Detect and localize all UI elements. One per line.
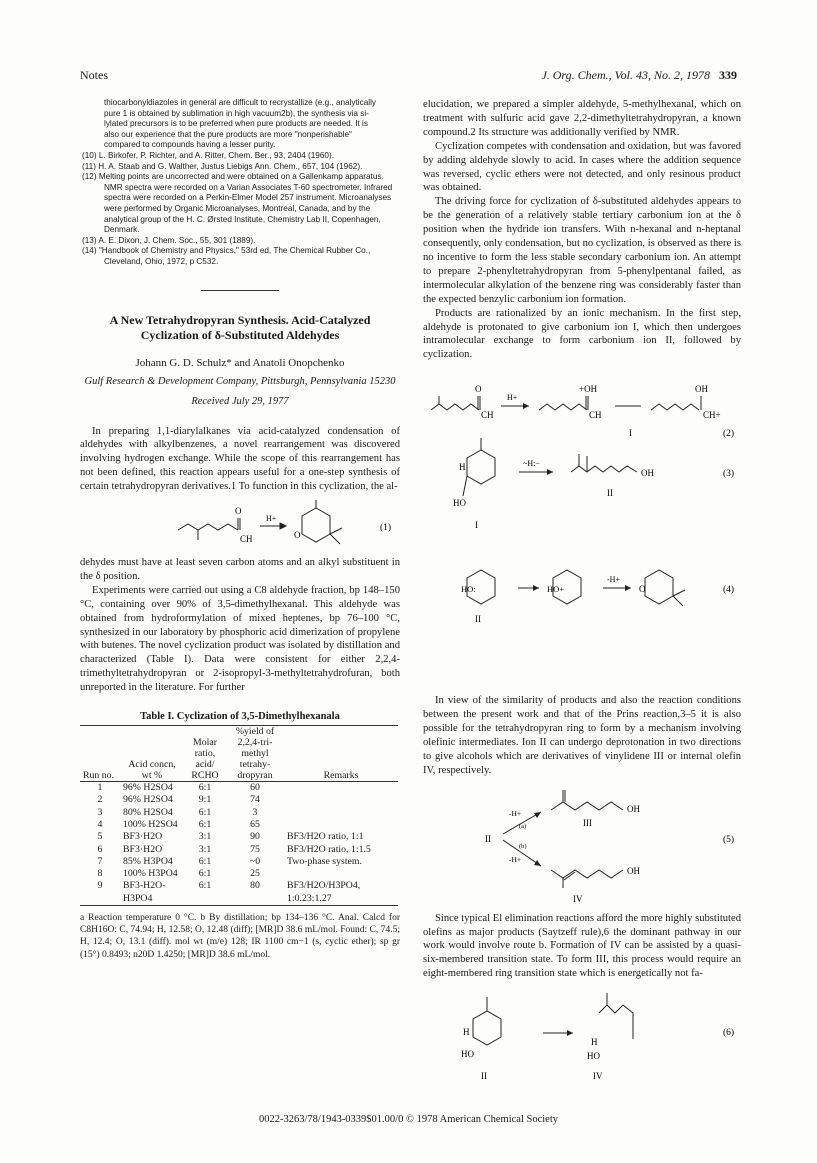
ring-I [467,450,495,484]
cell-run: 5 [97,831,103,843]
ho-plus-label: HO+ [547,584,565,595]
equation-number-1: (1) [380,523,392,534]
ion-II-label: II [607,488,613,499]
path-a-reagent: -H+ [509,808,522,818]
col-molar-ratio: Molar ratio, acid/ RCHO [191,737,219,782]
cell-run: 4 [97,818,103,830]
gem-methyl-2 [673,596,683,606]
equations-2-3-4 [423,372,741,684]
oh-label: OH [627,803,640,814]
oxygen-label: O [235,506,242,517]
olefin-IV-label: IV [593,1071,603,1082]
paragraph: The driving force for cyclization of δ-substituted aldehydes appears to be the generation of a relatively stable tertiary carbonium ion at the δ position when the hydride ion transfers. With n-hexanal and n-heptanal consequently, only condensation, but no cyclization, is observed as there is no incentive to form the less stable secondary carbonium ion. An attempt to prepare 2-phenyltetrahydropyran from 5-phenylpentanal failed, as intermolecular alkylation of the benzene ring was considerably faster than the expected benzylic carbonium ion formation. [423,196,741,305]
ring-oxygen-label: O [639,584,646,595]
ho-label: HO [453,498,466,509]
reference-13: (13) A. E. Dixon, J. Chem. Soc., 55, 301 (1889). [82,235,256,245]
table-row [80,807,398,819]
carbocation-label: CH+ [703,410,721,421]
equation-number-4: (4) [723,585,735,596]
arrowhead [533,585,539,591]
note-cont-line: lylated precursors is to be preferred when pure products are needed. It is [104,119,368,129]
table-row [80,868,398,880]
table-row [80,856,398,868]
paragraph: elucidation, we prepared a simpler aldehyde, 5-methylhexanal, which on treatment with sulfuric acid gave 2,2-dimethyltetrahydropyran, a known compound.2 Its structure was additionally verified by NMR. [423,99,741,138]
col-run-no: Run no. [83,770,115,782]
cell-run: 6 [97,843,103,855]
cell-acid: 100% H3PO4 [123,868,178,880]
ion-I-label-2: I [475,520,478,531]
running-head-journal [541,68,737,83]
ring-oxygen-label: O [294,530,301,541]
ho-label: HO [587,1051,600,1062]
article-title: A New Tetrahydropyran Synthesis. Acid-Catalyzed Cyclization of δ-Substituted Aldehydes [109,312,371,342]
cell-yield: 25 [250,868,260,880]
tetrahydropyran-ring [302,508,330,542]
equation-number-6: (6) [723,1028,735,1039]
left-column [80,98,400,961]
cell-acid: BF3·H2O [123,831,163,843]
note-cont-line: also our experience that the pure products are more "nonperishable" [104,129,352,139]
note-cont-line: compared to compounds having a lesser purity. [104,140,276,150]
aldehyde-chain [431,404,479,410]
cyclization-table [80,725,398,906]
cell-run: 9 [97,880,103,892]
reference-12: (12) Melting points are uncorrected and were obtained on a Gallenkamp apparatus. NMR spectra were recorded on a Varian Associates T-60 spectrometer. Infrared spectra were recorded on a Perkin-Elmer Model 257 instrument. Microanalyses were performed by Organic Microanalyses, Montreal, Canada, and by the analytical group of the H. C. Ørsted Institute, Chemistry Lab II, Copenhagen, Denmark. [82,172,393,235]
ho-lone-pair-label: HO: [461,584,476,595]
cell-acid: BF3·H2O [123,843,163,855]
cell-ratio: 6:1 [198,806,212,818]
cell-yield: 65 [250,818,260,830]
cell-remarks: BF3/H2O/H3PO4, 1:0.23:1.27 [287,880,361,904]
ion-II-label: II [485,833,491,844]
table-row [80,831,398,843]
article-affiliation: Gulf Research & Development Company, Pittsburgh, Pennsylvania 15230 [84,375,396,387]
cell-ratio: 6:1 [198,818,212,830]
deprotonation-label: -H+ [607,575,620,585]
transition-ring [473,1011,501,1045]
table-header-row [80,726,398,782]
oh-bond [463,476,467,496]
cell-ratio: 6:1 [198,880,212,892]
ch-label: CH [589,410,602,421]
aldehyde-chain [178,524,238,530]
col-acid-concn: Acid concn, wt % [128,759,176,782]
path-a-label: (a) [519,822,527,830]
cell-remarks [284,819,398,831]
gem-methyl-2 [330,534,340,544]
equation-1-scheme [80,494,400,556]
equation-number-5: (5) [723,834,735,845]
h-label: H [463,1027,470,1038]
cell-ratio: 3:1 [198,831,212,843]
cell-acid: 100% H2SO4 [123,818,178,830]
paragraph: In view of the similarity of products and also the reaction conditions between the present work and that of the Prins reaction,3–5 it is also possible for the tetrahydropyran ring to form by a mechanism involving olefinic intermediates. Ion II can undergo deprotonation in two directions to give alcohols which are derivatives of vinylidene III or internal olefin IV, respectively. [423,695,741,776]
h-label: H [459,462,466,473]
ion-II-chain [571,466,637,472]
vinylidene-chain [551,802,623,810]
journal-citation: J. Org. Chem., Vol. 43, No. 2, 1978 [541,68,710,82]
article-separator-rule [201,290,279,291]
equation-1 [80,494,400,556]
h-label: H [591,1037,598,1048]
ho-label: HO [461,1049,474,1060]
note-cont-line: thiocarbonyldiazoles in general are difficult to recrystallize (e.g., analytically [104,98,376,107]
path-b-label: (b) [519,842,527,850]
table-row [80,844,398,856]
ion-II-label-2: II [475,614,481,625]
table-row [80,880,398,905]
equation-6 [423,989,741,1099]
cell-yield: 90 [250,831,260,843]
oh-label: OH [695,384,708,395]
hydride-label: ~H:− [523,459,540,469]
table-row [80,782,398,795]
paragraph: Cyclization competes with condensation and oxidation, but was favored by adding aldehyde slowly to acid. In cases where the addition sequence was reversed, cyclic ethers were not detected, and only resinous product was obtained. [423,140,741,194]
oh-label: OH [627,865,640,876]
equation-number-3: (3) [723,469,735,480]
olefin-III-label: III [583,817,592,828]
arrowhead [625,585,631,591]
right-column [423,98,741,1099]
paragraph: dehydes must have at least seven carbon atoms and an alkyl substituent in the δ position. [80,557,400,582]
cell-yield: 60 [250,782,260,794]
ch-label: CH [481,410,494,421]
internal-olefin-chain [551,870,623,878]
cell-remarks [284,807,398,819]
col-remarks: Remarks [323,770,359,782]
reference-11: (11) H. A. Staab and G. Walther, Justus Liebigs Ann. Chem., 657, 104 (1962). [82,161,363,171]
cell-yield: 3 [252,806,258,818]
table-body [80,782,398,906]
previous-article-notes [80,98,400,268]
oxygen-label: O [475,384,482,395]
cell-acid: 96% H2SO4 [123,794,173,806]
cell-run: 7 [97,855,103,867]
arrowhead [523,403,529,409]
cell-remarks: BF3/H2O ratio, 1:1.5 [287,843,371,855]
paragraph: Experiments were carried out using a C8 aldehyde fraction, bp 148–150 °C, containing over 90% of 3,5-dimethylhexanal. This aldehyde was obtained from hydroformylation of mixed heptenes, bp 76–100 °C, synthesized in our laboratory by phosphoric acid dimerization of propylene with butenes. The novel cyclization product was isolated by distillation and characterized (Table I). Data were consistent for either 2,2,4-trimethyltetrahydropyran or 2-isopropyl-3-methyltetrahydrofuran, both unreported in the literature. For further [80,584,400,694]
table-footnote: a Reaction temperature 0 °C. b By distillation; bp 134–136 °C. Anal. Calcd for C8H16O: C, 74.94; H, 12.58; O, 12.48 (diff); [MR]D 38.6 mL/mol. Found: C, 74.5; H, 12.4; O, 13.1 (diff). mol wt (m/e) 128; IR 1100 cm−1 (s, cyclic ether); sp gr (15°) 0.8493; n20D 1.4250; [MR]D 38.6 mL/mol. [80,913,400,960]
cell-run: 2 [97,794,103,806]
gem-methyl [330,528,342,534]
arrowhead [280,523,286,529]
paragraph: In preparing 1,1-diarylalkanes via acid-catalyzed condensation of aldehydes with alkylbenzenes, a novel rearrangement was discovered involving hydrogen exchange. While the scope of this rearrangement has not been defined, this reaction appears useful for a one-step synthesis of certain tetrahydropyran derivatives.1 To function in this cyclization, the al- [80,425,400,493]
ion-I-label: I [629,428,632,439]
page-footer: 0022-3263/78/1943-0339$01.00/0 © 1978 American Chemical Society [258,1114,559,1125]
reference-14: (14) "Handbook of Chemistry and Physics," 53rd ed, The Chemical Rubber Co., Cleveland, Ohio, 1972, p C532. [82,246,371,266]
cell-ratio: 6:1 [198,782,212,794]
cell-yield: ~0 [249,855,261,867]
olefin-chain [599,1005,633,1039]
cell-remarks [284,782,398,795]
cell-ratio: 3:1 [198,843,212,855]
running-head-section: Notes [80,68,108,82]
cell-remarks: Two-phase system. [287,855,362,867]
cell-run: 8 [97,868,103,880]
table-row [80,794,398,806]
left-body-text [80,425,400,696]
path-b-reagent: -H+ [509,854,522,864]
table-row [80,819,398,831]
paragraph: Since typical El elimination reactions afford the more highly substituted olefins as major products (Saytzeff rule),6 the dominant pathway in our work would involve route b. Formation of IV can be assisted by a quasi-six-membered transition state. To form III, this process would require an eight-membered ring transition state which is energetically not fa- [423,912,741,980]
page-number: 339 [719,68,737,82]
catalyst-label: H+ [266,514,277,524]
gem-methyl [673,590,685,596]
cell-ratio: 6:1 [198,855,212,867]
product-ring [645,570,673,604]
cell-remarks: BF3/H2O ratio, 1:1 [287,831,364,843]
catalyst-label: H+ [507,393,518,403]
col-yield: %yield of 2,2,4-tri- methyl tetrahy- dropyran [235,726,275,782]
paragraph: Products are rationalized by an ionic mechanism. In the first step, aldehyde is protonated to give carbonium ion I, which then undergoes intramolecular exchange to form carbonium ion II, followed by cyclization. [423,307,741,361]
cell-yield: 74 [250,794,260,806]
arrowhead [547,469,553,475]
cell-yield: 75 [250,843,260,855]
article-authors: Johann G. D. Schulz* and Anatoli Onopchenko [135,356,345,369]
oh-label: OH [641,468,654,479]
note-cont-line: pure 1 is obtained by sublimation in high vacuum2b), the synthesis via si- [104,108,369,118]
arrowhead [567,1030,573,1036]
arrowhead [534,860,541,866]
cell-remarks [284,794,398,806]
cell-run: 1 [97,782,103,794]
cell-run: 3 [97,806,103,818]
equation-5 [423,786,741,906]
equation-number-2: (2) [723,429,735,440]
cell-acid: BF3-H2O-H3PO4 [123,880,166,904]
cell-ratio: 6:1 [198,868,212,880]
reference-10: (10) L. Birkofer, P. Richter, and A. Ritter, Chem. Ber., 93, 2404 (1960). [82,150,334,160]
cell-acid: 96% H2SO4 [123,782,173,794]
cell-acid: 80% H2SO4 [123,806,173,818]
carbocation-chain [651,404,699,410]
received-date: Received July 29, 1977 [191,395,289,407]
protonated-chain [539,404,587,410]
cell-acid: 85% H3PO4 [123,855,173,867]
oxonium-label: +OH [579,384,598,395]
cell-yield: 80 [250,880,260,892]
cell-remarks [284,868,398,880]
ion-II-label: II [481,1071,487,1082]
ch-label: CH [240,534,253,545]
cell-ratio: 9:1 [198,794,212,806]
table-title: Table I. Cyclization of 3,5-Dimethylhexanala [140,711,340,723]
olefin-IV-label: IV [573,893,583,904]
